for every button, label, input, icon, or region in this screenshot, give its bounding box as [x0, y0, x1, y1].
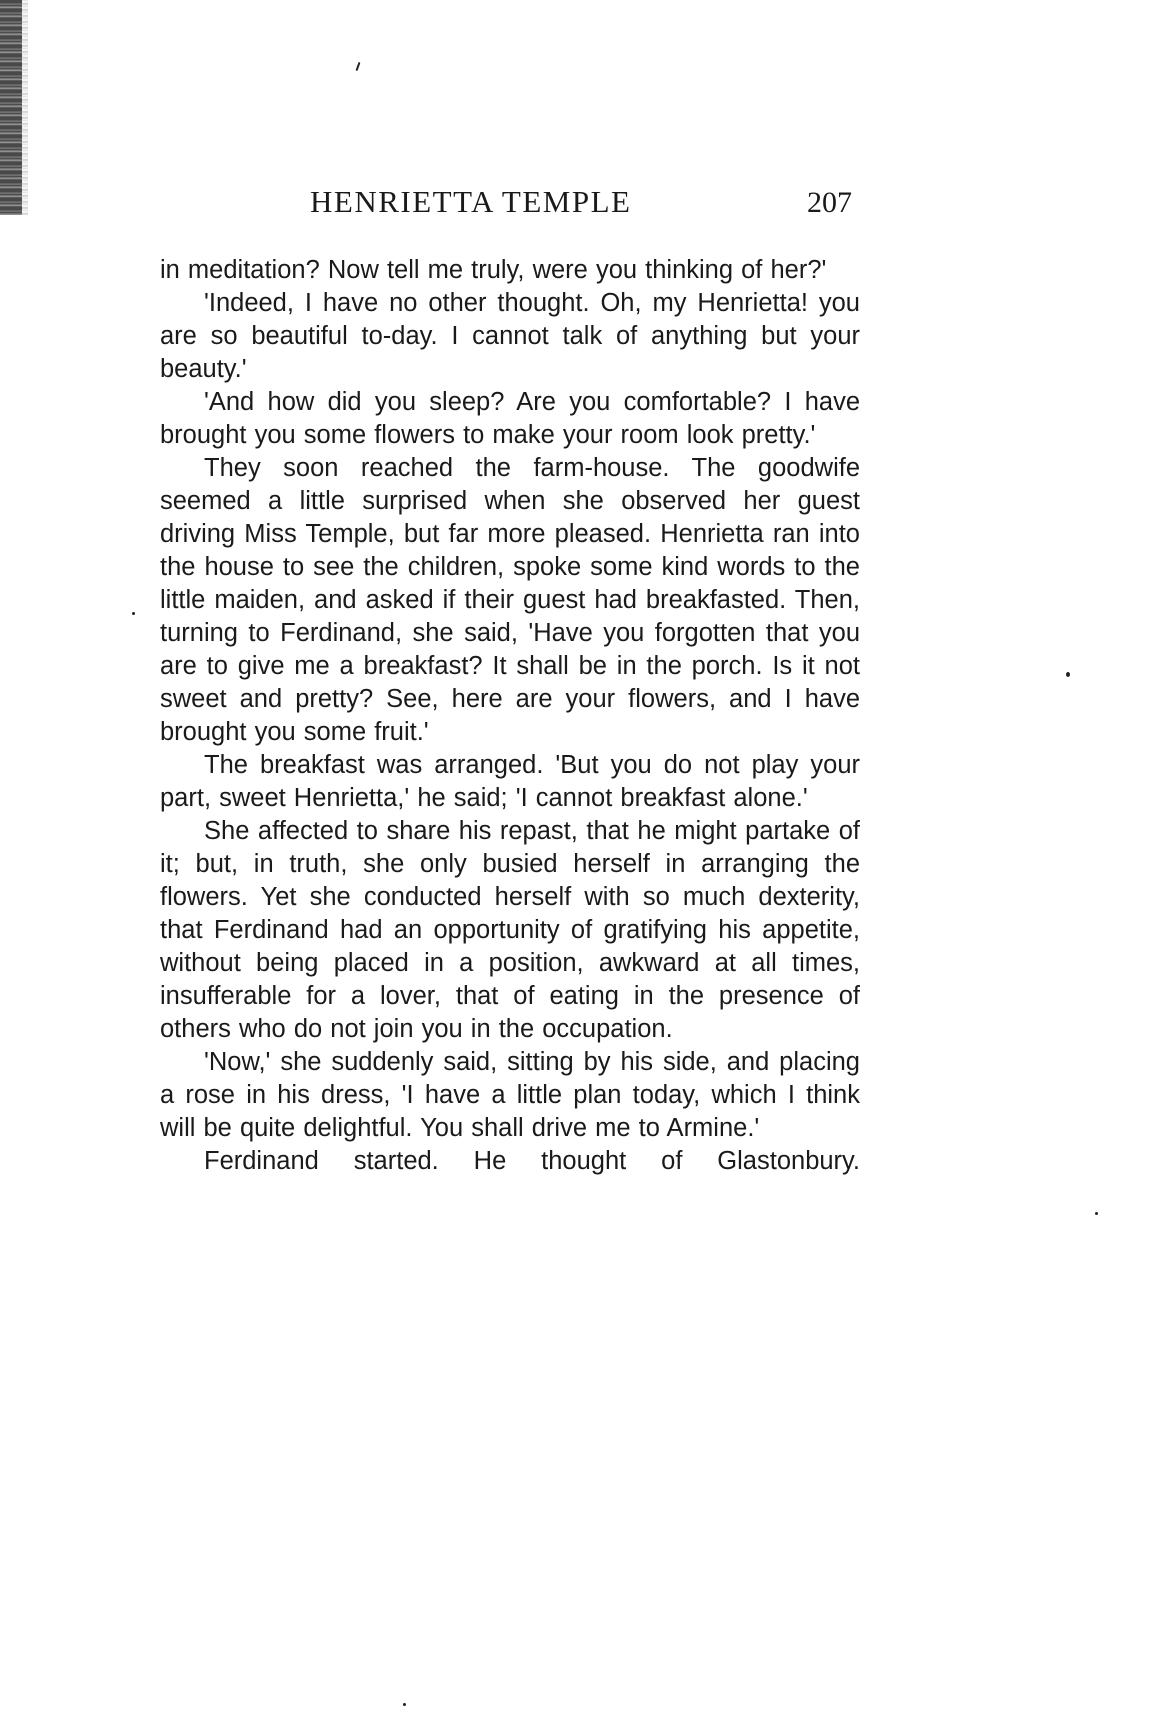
paragraph: 'Indeed, I have no other thought. Oh, my Henrietta! you are so beautiful to-day. I cannot talk of anything but your beauty.' — [160, 289, 860, 383]
binding-edge — [0, 0, 22, 215]
paragraph: 'And how did you sleep? Are you comfortable? I have brought you some flowers to make your room look pretty.' — [160, 388, 860, 449]
scan-speck — [403, 1703, 406, 1706]
body-text — [160, 254, 860, 1178]
scan-speck — [356, 62, 361, 71]
running-title: HENRIETTA TEMPLE — [310, 184, 632, 219]
scan-speck — [1066, 672, 1070, 677]
paragraph: in meditation? Now tell me truly, were you thinking of her?' — [160, 256, 827, 284]
scan-speck — [132, 612, 135, 615]
paragraph: 'Now,' she suddenly said, sitting by his side, and placing a rose in his dress, 'I have a little plan today, which I think will be quite delightful. You shall drive me to Armine.' — [160, 1048, 860, 1142]
paragraph: They soon reached the farm-house. The goodwife seemed a little surprised when she observed her guest driving Miss Temple, but far more pleased. Henrietta ran into the house to see the children, spoke some kind words to the little maiden, and asked if their guest had breakfasted. Then, turning to Ferdinand, she said, 'Have you forgotten that you are to give me a breakfast? It shall be in the porch. Is it not sweet and pretty? See, here are your flowers, and I have brought you some fruit.' — [160, 454, 860, 746]
page-header — [160, 184, 860, 224]
page-number: 207 — [807, 186, 852, 219]
paragraph: The breakfast was arranged. 'But you do not play your part, sweet Henrietta,' he said; 'I cannot breakfast alone.' — [160, 751, 860, 812]
paragraph: Ferdinand started. He thought of Glastonbury. — [204, 1147, 860, 1175]
scan-speck — [1095, 1212, 1098, 1215]
paragraph: She affected to share his repast, that he might partake of it; but, in truth, she only busied herself in arranging the flowers. Yet she conducted herself with so much dexterity, that Ferdinand had an opportunity of gratifying his appetite, without being placed in a position, awkward at all times, insufferable for a lover, that of eating in the presence of others who do not join you in the occupation. — [160, 817, 860, 1043]
